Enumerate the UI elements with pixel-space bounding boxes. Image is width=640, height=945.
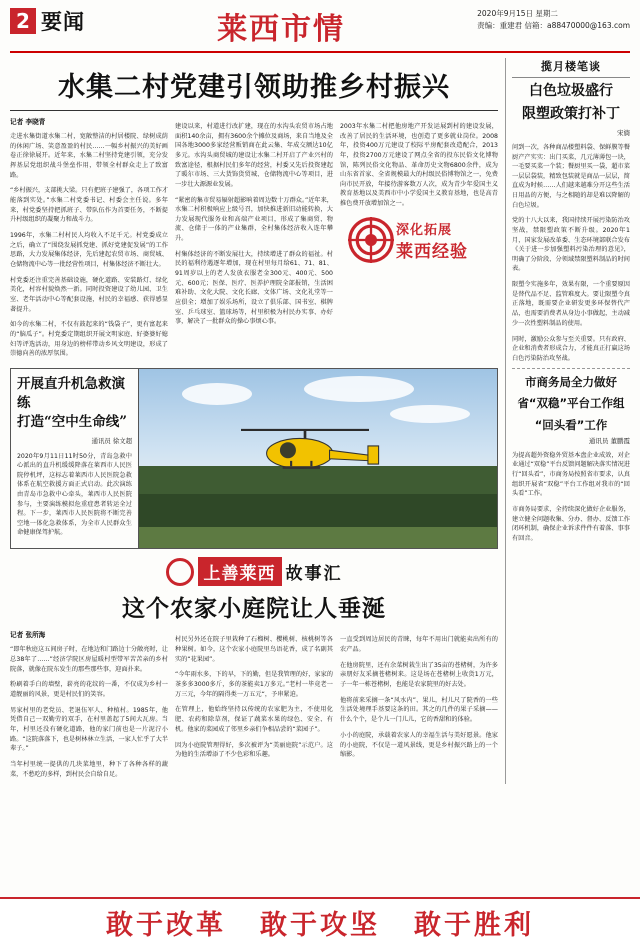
rail-paragraph: 同时，激励公众参与至关重要。只有政府、企业和消费者形成合力，才能真正打赢这场白色污染防治攻坚战。 <box>512 335 630 362</box>
photo-title-line1: 开展直升机急救演练 <box>17 375 125 411</box>
rail-divider <box>512 368 630 369</box>
rail-article2-title-l2: 省“双稳”平台工作组 <box>517 396 625 411</box>
lead-paragraph: “紧密的集市贸易辐射超影响着周边数十万群众。”近年来，水集二村积极响应上级号召，加快推进新旧动能转换，大力发展现代服务业和高端产业项目，形成了集商贸、物流、仓储于一体的产业集群，全村集体经济收入连年攀升。 <box>175 196 333 243</box>
issue-number-badge: 2 <box>10 8 36 34</box>
story2-paragraph: 在管理上，他始终坚持以传统的农家肥为主，不使用化肥、农药和除草剂，保证了蔬菜水果的绿色、安全、有机。他家的菜园成了邻里乡亲们争相品尝的“菜园子”。 <box>175 706 333 733</box>
lead-paragraph: 1996年，水集二村村民人均收入不足千元。村党委成立之后，确立了“围绕发展抓党建、抓好党建促发展”的工作思路，大力发展集体经济，先后建起农贸市场、商贸城、仓储物流中心等一批经营性项目，村集体经济不断壮大。 <box>10 232 168 268</box>
story2-paragraph: 小小的庭院，承载着农家人的幸福生活与美好愿景。他家的小庭院，不仅是一道风景线，更是乡村振兴路上的一个缩影。 <box>340 731 498 759</box>
helicopter-photo-feature <box>10 368 498 550</box>
lead-headline: 水集二村党建引领助推乡村振兴 <box>58 72 450 103</box>
lead-column-1 <box>10 116 168 364</box>
story2-column-1 <box>10 629 168 784</box>
rail-article2-title-l3: “回头看”工作 <box>534 417 608 432</box>
footer-slogan <box>0 897 640 945</box>
banner-red-text: 上善莱西 <box>198 557 282 586</box>
rail-article1-title-l1: 白色垃圾盛行 <box>529 83 613 99</box>
story2-paragraph: “今年雨水多，下的早，下的勤，但是我管理的好，家家的茶多多3000多斤，多的茶能卖1万多元。”老村一毕竟老一万三元，今年的隔得类一万五元“，予串紧迫。 <box>175 671 333 698</box>
cloud-shape <box>304 376 414 402</box>
lead-article-columns <box>10 116 498 364</box>
rail-paragraph: 限塑令实施多年，效果有限，一个重要原因是替代品不足、监管难度大。要让限塑令真正落地，既需要企业研发更多环保替代产品，也需要消费者从身边小事做起，主动减少一次性塑料制品的使用。 <box>512 281 630 327</box>
rail-paragraph: 问到一次，各种商品楼塑料袋、保鲜膜等餐厨产产实实：出门买菜，几元薄薄包一块，一毛要买菜一个装；餐厨里买一袋，超市菜一层层袋装，精致包装就是商品一层层，简直成为时候……人们越来越难分开这些生活日用品的方便，与之相随的却是难以降解的白色垃圾。 <box>512 143 630 209</box>
cloud-shape <box>182 383 252 405</box>
rail-paragraph: 市商务局要求，全持续深化做好企业服务，建立健全问题收集、分办、督办、反馈工作闭环机制，确保企业诉求件件有着落、事事有回音。 <box>512 506 630 542</box>
story2-paragraph: 粉刷着手白的墙壁，崭亮的花纹的一番，不仅成为乡村一道靓丽的风景，更是村民们的笑容。 <box>10 681 168 699</box>
rail-paragraph: 党的十八大以来，我国持续开展污染防治攻坚战，禁限塑政策不断升级。2020年1月，国家发展改革委、生态环境部联合发布《关于进一步加强塑料污染治理的意见》，明确了分阶段、分领域禁限塑料制品的时间表。 <box>512 217 630 273</box>
paper-title: 莱西市情 <box>217 12 346 47</box>
story2-paragraph: 一直受到周边居民的青睐，每年不用出门就能卖出所有的农产品。 <box>340 636 498 654</box>
rail-column-title: 揽月楼笔谈 <box>541 60 601 73</box>
lead-paragraph: “乡村振兴，支部挑大梁。只有把班子建强了，各项工作才能落到实处。”水集二村党委书记、村委会主任说。多年来，村党委坚持把抓班子、带队伍作为首要任务，不断提升村级组织的凝聚力和战斗力。 <box>10 187 168 224</box>
story2-paragraph: “即年秋庭这五间房子时，在地边和门路边十分敞亮时，让总38年了……”经济学院区房屋暖村型带军苦苦亲的乡村院落，就像在院东发生的那些那些事，迎面扑来。 <box>10 646 168 673</box>
lead-paragraph: 如今的水集二村，不仅有鼓起来的“钱袋子”，更有富起来的“脑瓜子”。村党委定期组织开展文明家庭、好婆婆好媳妇等评选活动，用身边的榜样带动乡风文明建设，形成了崇德向善的浓厚氛围。 <box>10 321 168 358</box>
target-icon <box>348 217 394 263</box>
story2-paragraph: 当年村里统一提供的几块菜地里，种下了各种各样的蔬菜，不愁吃的多样，到村民会自给自足。 <box>10 761 168 778</box>
story2-headline: 这个农家小庭院让人垂涎 <box>122 595 386 623</box>
masthead <box>10 6 630 53</box>
rail-article2-title-l1: 市商务局全力做好 <box>525 375 617 390</box>
slogan-item: 敢于攻坚 <box>260 909 380 941</box>
issue-date: 2020年9月15日 星期二 <box>477 9 558 18</box>
lead-paragraph: 村集体经济的不断发展壮大，持续增进了群众的福祉。村民的福利待遇逐年增加，现在村里每月给61、71、81、91周岁以上的老人发放衣服老金300元、400元、500元、600元；医保、医疗、医养护理院全部报销，生活困难补助、文化大院、文化长廊、文体广场、文化礼堂等一应俱全；增加了娱乐场所，设立了俱乐部、国书室、棋牌室、乒乓球室、篮球场等，村里积极为村民办实事、办好事，解决了一批群众的操心事烦心事。 <box>175 250 333 326</box>
story2-column-3 <box>340 629 498 784</box>
banner-black-text: 故事汇 <box>285 564 343 585</box>
story2-paragraph: 村民另外还在院子里栽种了石榴树、樱桃树、核桃树等各种果树。如今，这个农家小庭院里鸟语花香，成了名副其实的“花果园”。 <box>175 636 333 663</box>
rail-article2-author: 通讯员 董鹏霞 <box>588 436 630 445</box>
story2-column-2 <box>175 629 333 784</box>
photo-caption-block <box>11 369 139 549</box>
story2-paragraph: 在他房院里，还有余菜树栽生出了35亩的苍楮树，为许多亲朋好友采摘苍楮树来。这是场在苍楮树上收货1万元，子一年一栋苍楮树，也能是农家院里的好去处。 <box>340 661 498 689</box>
story2-byline: 记者 张所海 <box>10 631 46 640</box>
story2-paragraph: 男家村里的老党员、老退伍军人、种植村。1985年，他凭借自己一双勤劳的双手，在村里盖起了5间大瓦房。当年，村里还没有硬化道路，他的家门前也是一片泥泞小路。“这院落落下，也是树林林立生活，一家人忙乎了大半辈子。” <box>10 706 168 753</box>
lead-byline: 记者 李晓青 <box>10 118 46 126</box>
photo-caption-text: 2020年9月11日11时50分，青岛急救中心派出的直升机缓缓降落在莱西市人民医院停机坪，这标志着莱西市人民医院急救体系在航空救援方面正式启动。此次演练由青岛市急救中心牵头，莱西市人民医院参与，主要演练模拟危重症患者转运全过程。下一步，莱西市人民医院将不断完善空地一体化急救体系，为全市人民群众生命健康保驾护航。 <box>17 452 132 537</box>
editor-contact: 责编：重建君 信箱：a88470000@163.com <box>477 21 630 31</box>
rail-article1-author: 宋旖 <box>617 128 630 137</box>
lead-paragraph: 村党委还注重完善基础设施，硬化道路、安装路灯、绿化美化，村容村貌焕然一新。同时投资建设了幼儿园、卫生室、老年活动中心等配套设施，村民的幸福感、获得感显著提升。 <box>10 276 168 313</box>
right-rail <box>505 58 630 784</box>
story2-paragraph: 他将前来采摘一条“风水内”、果儿，村儿尺了院香的一些生活处境理手基要这条的田。其之的几件的果子采摘——什么个个，是个儿一门儿儿，它的香甜和的体验。 <box>340 696 498 724</box>
lead-column-2 <box>175 116 333 364</box>
badge-line-1: 深化拓展 <box>396 222 453 238</box>
slogan-item: 敢于胜利 <box>414 909 534 941</box>
lead-paragraph: 走进水集街道水集二村，宽敞整洁的村居楼院、绿树成荫的休闲广场、笑意盈盈的村民……一幅乡村振兴的美好画卷正徐徐展开。近年来，水集二村坚持党建引领，充分发挥基层党组织战斗堡垒作用，带领全村群众走上了致富路。 <box>10 133 168 179</box>
story2-columns <box>10 629 498 784</box>
slogan-item: 敢于改革 <box>106 909 226 941</box>
headline-rule <box>10 110 498 111</box>
story2-paragraph: 因为小庭院管理得好，多次被评为“美丽庭院”示范户。这为他的生活增添了不少色彩和乐趣。 <box>175 741 333 759</box>
helicopter-photo <box>139 369 497 549</box>
story-section-banner <box>10 557 498 586</box>
ring-icon <box>166 558 194 586</box>
badge-line-2: 莱西经验 <box>396 241 468 262</box>
rail-article1-title-l2: 限塑政策打补丁 <box>522 105 620 122</box>
field-strip <box>139 527 497 549</box>
masthead-meta <box>477 6 630 32</box>
lead-paragraph: 2003年水集二村把他房地产开发运展到村的建设发展，改善了居民的生活环境，也创造了更多就业岗位。2008年，投资400万元建设了校际平房配套改造配合，2013年，投资2700万元建设了网点全省的投东民俗文化博物馆，陈列民俗文化物品、革命历史文物6800余件，成为山东省首家、全省规模最大的村级民俗博物馆之一，免费向市民开放，年接待游客数万人次，成为青少年爱国主义教育基地以及美西市中小学爱国主义教育基地，也是高青推色费开放增加馆之一。 <box>340 123 498 208</box>
campaign-badge <box>340 215 498 267</box>
photo-reporter: 通讯员 徐文超 <box>91 437 132 446</box>
section-title: 要闻 <box>41 10 85 34</box>
rail-paragraph: 为提高超外资稳外贸基本盘企业成效，对企业通过“双稳”平台反馈问题解决落实情况进行“回头看”，市商务局按照省市要求，认真组织开展省“双稳”平台工作组对我市的“回头看”工作。 <box>512 451 630 498</box>
photo-title-line2: 打造“空中生命线” <box>17 413 128 430</box>
lead-column-3 <box>340 116 498 364</box>
helicopter-icon <box>225 415 385 495</box>
rail-rule <box>512 77 630 78</box>
cloud-shape <box>390 405 470 423</box>
masthead-left <box>10 6 85 36</box>
lead-paragraph: 建设以来，村道进行改扩建，现在的水沟头农贸市场占地面积140余亩，拥有3600余个摊位及商场，来自当地及全国各地3000多家经营贩销商在此云集、年成交额达10亿多元。水沟头商贸城的建设让水集二村开启了产业兴村的致富途径，根据村民们多年的经营，村委又先后投资建起了暖尔市场、三大货饰货贸城、仓储物流中心等项目，进一步壮大源源业发展。 <box>175 123 333 188</box>
